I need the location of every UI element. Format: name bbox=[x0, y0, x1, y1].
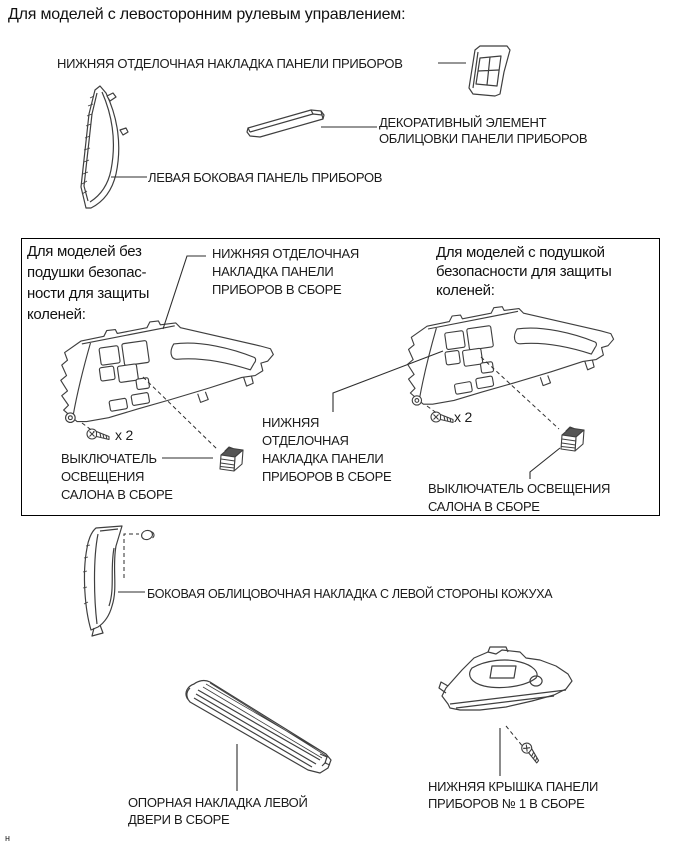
courtesy-switch-drawing bbox=[215, 445, 249, 477]
right-assembly-label-line4: ПРИБОРОВ В СБОРЕ bbox=[262, 469, 392, 484]
right-assembly-label bbox=[262, 414, 391, 486]
left-switch-label bbox=[61, 450, 173, 504]
lower-cover-no1-label bbox=[428, 778, 598, 812]
left-assembly-label-line3: ПРИБОРОВ В СБОРЕ bbox=[212, 282, 342, 297]
right-assembly-label-line1: НИЖНЯЯ bbox=[262, 415, 320, 430]
lower-cover-no1-drawing bbox=[436, 646, 584, 738]
lower-cover-no1-label-line2: ПРИБОРОВ № 1 В СБОРЕ bbox=[428, 796, 585, 811]
decorative-element-label bbox=[379, 115, 587, 147]
left-switch-label-line1: ВЫКЛЮЧАТЕЛЬ bbox=[61, 451, 157, 466]
screw-icon bbox=[515, 738, 548, 770]
left-assembly-label-line1: НИЖНЯЯ ОТДЕЛОЧНАЯ bbox=[212, 246, 359, 261]
left-side-panel-label: ЛЕВАЯ БОКОВАЯ ПАНЕЛЬ ПРИБОРОВ bbox=[148, 170, 383, 185]
door-sill-label bbox=[128, 794, 308, 828]
left-screw-count: x 2 bbox=[115, 427, 134, 443]
left-assembly-label-line2: НАКЛАДКА ПАНЕЛИ bbox=[212, 264, 334, 279]
left-assembly-label bbox=[212, 245, 359, 299]
decorative-element-drawing bbox=[243, 103, 338, 145]
right-assembly-label-line2: ОТДЕЛОЧНАЯ bbox=[262, 433, 349, 448]
without-airbag-title-line3: ности для защиты bbox=[27, 285, 150, 302]
without-airbag-title-line2: подушки безопас- bbox=[27, 264, 147, 281]
lower-finish-panel-label: НИЖНЯЯ ОТДЕЛОЧНАЯ НАКЛАДКА ПАНЕЛИ ПРИБОРОВ bbox=[57, 56, 403, 71]
with-airbag-title bbox=[436, 243, 611, 300]
with-airbag-title-line3: коленей: bbox=[436, 282, 495, 299]
right-screw-count: x 2 bbox=[454, 409, 473, 425]
with-airbag-title-line2: безопасности для защиты bbox=[436, 263, 612, 280]
lower-finish-panel-drawing bbox=[463, 44, 515, 98]
right-switch-label-line2: САЛОНА В СБОРЕ bbox=[428, 499, 540, 514]
without-airbag-title-line1: Для моделей без bbox=[27, 243, 142, 260]
without-airbag-title-line4: коленей: bbox=[27, 306, 86, 323]
screw-icon bbox=[430, 409, 456, 429]
lower-finish-panel-assembly-right-drawing bbox=[402, 303, 622, 419]
right-switch-label-line1: ВЫКЛЮЧАТЕЛЬ ОСВЕЩЕНИЯ bbox=[428, 481, 611, 496]
cowl-side-trim-drawing bbox=[78, 524, 140, 638]
door-scuff-plate-drawing bbox=[170, 670, 352, 788]
left-switch-label-line2: ОСВЕЩЕНИЯ bbox=[61, 469, 145, 484]
decorative-element-label-line2: ОБЛИЦОВКИ ПАНЕЛИ ПРИБОРОВ bbox=[379, 131, 588, 146]
right-assembly-label-line3: НАКЛАДКА ПАНЕЛИ bbox=[262, 451, 384, 466]
right-switch-label bbox=[428, 480, 610, 516]
door-sill-label-line2: ДВЕРИ В СБОРЕ bbox=[128, 812, 230, 827]
lower-finish-panel-assembly-left-drawing bbox=[56, 316, 281, 438]
courtesy-switch-drawing bbox=[556, 425, 590, 457]
page-title: Для моделей с левосторонним рулевым управлением: bbox=[8, 6, 406, 23]
decorative-element-label-line1: ДЕКОРАТИВНЫЙ ЭЛЕМЕНТ bbox=[379, 115, 547, 130]
clip-icon bbox=[139, 527, 159, 543]
lower-cover-no1-label-line1: НИЖНЯЯ КРЫШКА ПАНЕЛИ bbox=[428, 779, 598, 794]
side-cover-label: БОКОВАЯ ОБЛИЦОВОЧНАЯ НАКЛАДКА С ЛЕВОЙ СТОРОНЫ КОЖУХА bbox=[147, 587, 553, 601]
without-airbag-title bbox=[27, 241, 149, 325]
with-airbag-title-line1: Для моделей с подушкой bbox=[436, 244, 605, 261]
door-sill-label-line1: ОПОРНАЯ НАКЛАДКА ЛЕВОЙ bbox=[128, 795, 308, 810]
left-switch-label-line3: САЛОНА В СБОРЕ bbox=[61, 487, 173, 502]
left-side-panel-drawing bbox=[78, 84, 138, 214]
corner-mark: н bbox=[5, 833, 10, 843]
screw-icon bbox=[86, 426, 112, 446]
